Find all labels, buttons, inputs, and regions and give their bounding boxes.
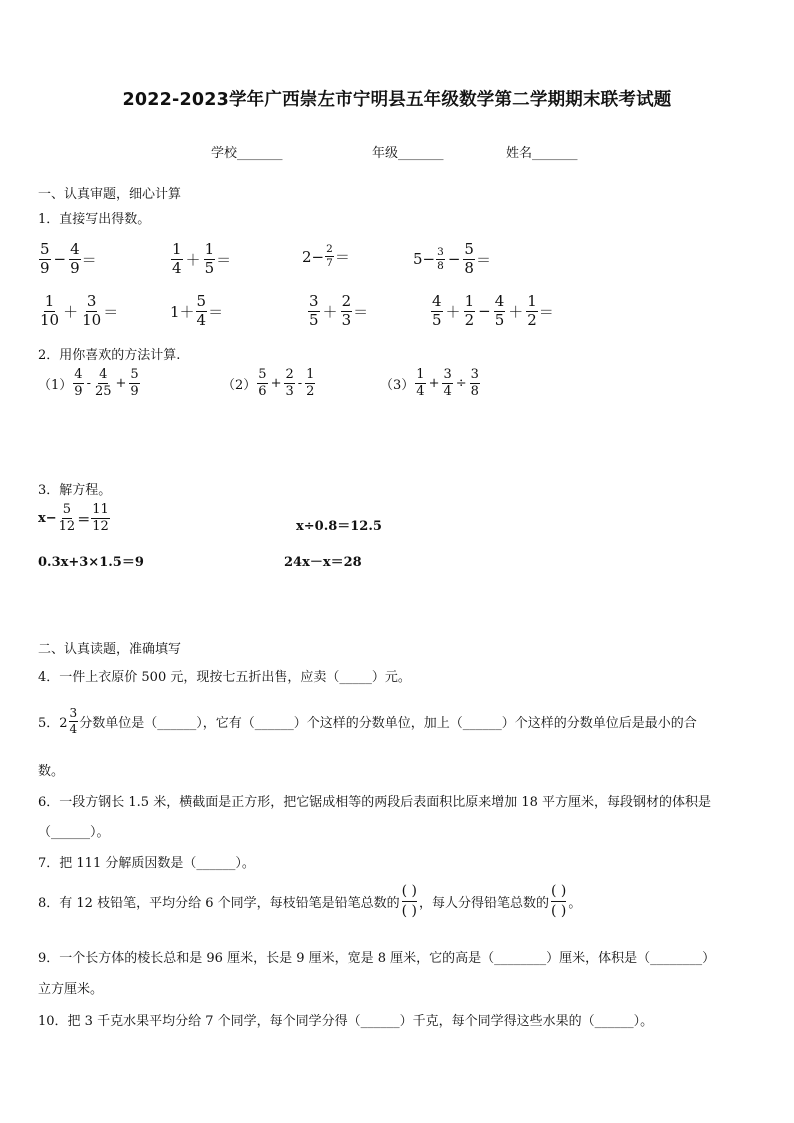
q3-equation-3: 0.3x+3×1.5＝9 [38,555,144,570]
question-1-label: 1．直接写出得数。 [38,212,151,227]
q3-equation-2: x÷0.8＝12.5 [296,519,382,534]
q2-part-2: （2） $\frac{5}{6}$ + $\frac{2}{3}$ - $\frac{1}{2}$ [222,367,315,399]
q2-part-1: （1） $\frac{4}{9}$ - $\frac{4}{25}$ + $\frac{5}{9}$ [38,367,139,399]
q1-expr-6: 1＋ $\frac{5}{4}$ ＝ [170,292,224,329]
q1-expr-7: $\frac{3}{5}$ ＋ $\frac{2}{3}$ ＝ [309,292,369,329]
grade-field: 年级_______ [372,146,444,161]
question-9-line-2: 立方厘米。 [38,982,104,997]
question-6-line-1: 6．一段方钢长 1.5 米，横截面是正方形，把它锯成相等的两段后表面积比原来增加 18 平方厘米，每段钢材的体积是 [38,795,712,810]
section-heading-2: 二、认真读题，准确填写 [38,642,182,657]
question-2-label: 2．用你喜欢的方法计算. [38,348,181,363]
question-6-line-2: （______）。 [38,825,110,840]
question-4: 4．一件上衣原价 500 元，现按七五折出售，应卖（_____）元。 [38,670,411,685]
q1-expr-2: $\frac{1}{4}$ ＋ $\frac{1}{5}$ ＝ [172,240,232,277]
school-field: 学校_______ [211,146,283,161]
question-7: 7．把 111 分解质因数是（______）。 [38,856,255,871]
question-9-line-1: 9．一个长方体的棱长总和是 96 厘米，长是 9 厘米，宽是 8 厘米，它的高是（________）厘米，体积是（________） [38,951,716,966]
name-field: 姓名_______ [506,146,578,161]
q1-expr-4: 5− $\frac{3}{8}$ − $\frac{5}{8}$ ＝ [413,240,491,277]
question-5-continued: 数。 [38,764,65,779]
section-heading-1: 一、认真审题，细心计算 [38,187,182,202]
page-title: 2022-2023学年广西崇左市宁明县五年级数学第二学期期末联考试题 [122,90,672,110]
q3-equation-4: 24x－x＝28 [284,555,362,570]
question-8: 8．有 12 枝铅笔，平均分给 6 个同学，每枝铅笔是铅笔总数的 ( ) ( ) ，每人分得铅笔总数的 ( ) ( ) 。 [38,883,582,920]
question-10: 10．把 3 千克水果平均分给 7 个同学，每个同学分得（______）千克，每个同学得这些水果的（______）。 [38,1014,654,1029]
q1-expr-3: 2− $\frac{2}{7}$ ＝ [302,243,350,270]
q2-part-3: （3） $\frac{1}{4}$ + $\frac{3}{4}$ ÷ $\frac{3}{8}$ [380,367,479,399]
question-5: 5．2 $\frac{3}{4}$ 分数单位是（______），它有（______）个这样的分数单位，加上（______）个这样的分数单位后是最小的合 [38,706,697,736]
question-3-label: 3．解方程。 [38,483,112,498]
q1-expr-1: $\frac{5}{9}$ − $\frac{4}{9}$ ＝ [40,240,97,277]
q1-expr-8: $\frac{4}{5}$ ＋ $\frac{1}{2}$ − $\frac{4}{5}$ ＋ $\frac{1}{2}$ ＝ [432,292,554,329]
q3-equation-1: x− $\frac{5}{12}$ ＝ $\frac{11}{12}$ [38,502,109,534]
q1-expr-5: $\frac{1}{10}$ ＋ $\frac{3}{10}$ ＝ [40,292,119,329]
